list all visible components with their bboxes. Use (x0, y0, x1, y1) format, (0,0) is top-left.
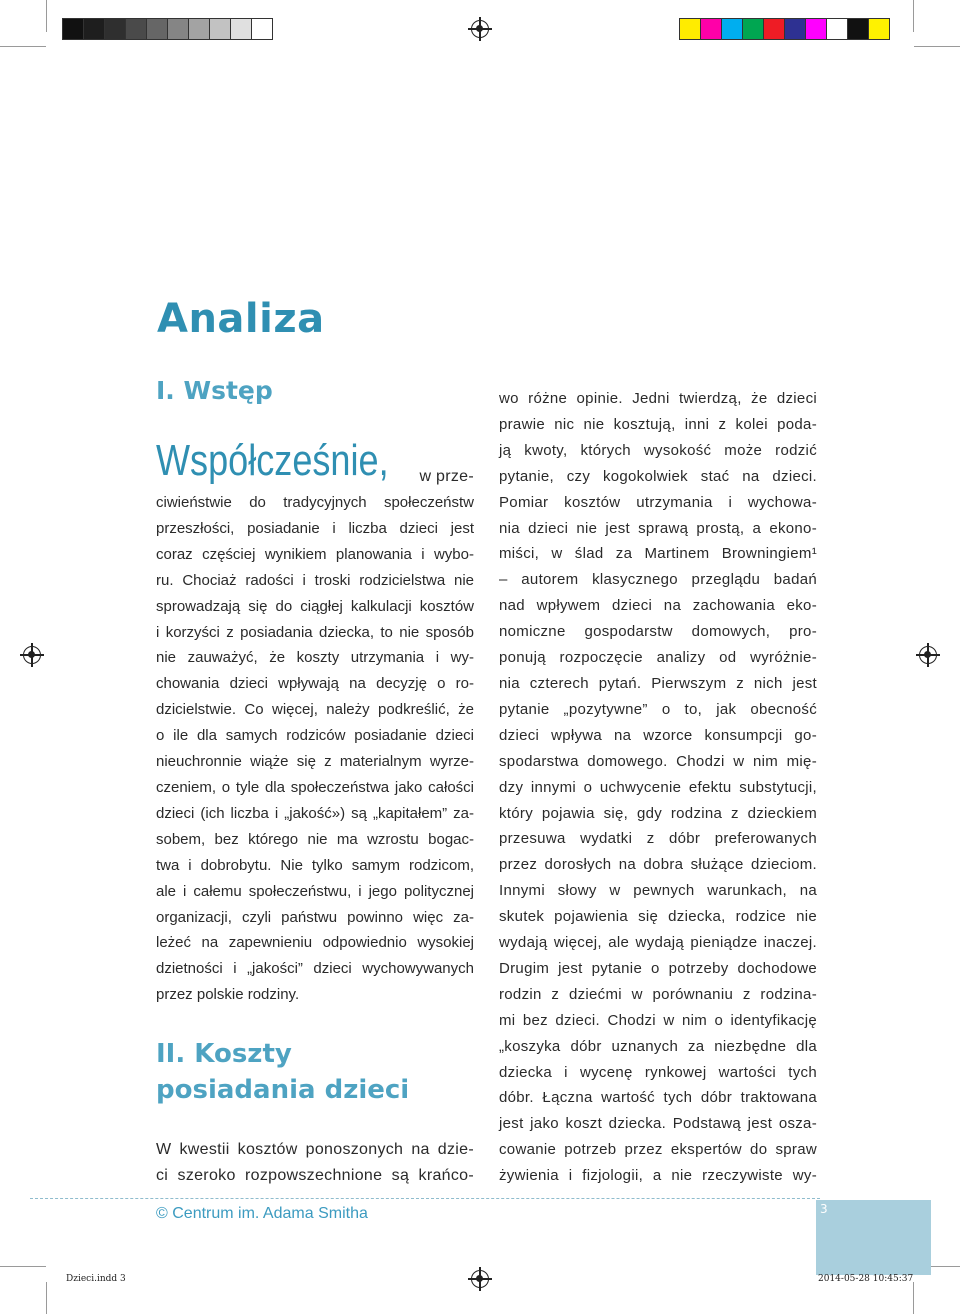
color-swatch (146, 18, 168, 40)
crop-mark (914, 46, 960, 47)
text-line: nia dzieci nie jest sprawą prostą, a ekono- (499, 519, 817, 537)
crop-mark (0, 46, 46, 47)
text-line: sprowadzają się do ciągłej kalkulacji kosztów (156, 597, 474, 615)
color-swatch (805, 18, 827, 40)
text-line: rodzin z dziećmi w porównaniu z rodzina- (499, 985, 817, 1003)
text-line: chowania dzieci wpływają na decyzję o ro- (156, 675, 474, 693)
color-swatch (209, 18, 231, 40)
slug-filename: Dzieci.indd 3 (66, 1274, 126, 1284)
registration-mark-icon (23, 646, 41, 664)
color-swatch (188, 18, 210, 40)
crop-mark (0, 1266, 46, 1267)
text-line: przez dorosłych na dobra służące dzieciom. (499, 856, 817, 874)
dropword: Współcześnie, (156, 436, 389, 485)
text-line: twa i dobrobytu. Nie tylko samym rodzicom, (156, 856, 474, 874)
color-swatch (167, 18, 189, 40)
color-swatch (784, 18, 806, 40)
text-line: cowanie potrzeb przez ekspertów do spraw (499, 1141, 817, 1159)
text-line: wo różne opinie. Jedni twierdzą, że dzieci (499, 390, 817, 407)
color-swatch (83, 18, 105, 40)
text-line: przez polskie rodziny. (156, 986, 300, 1004)
text-line: przesuwa wydatki z dóbr preferowanych (499, 830, 817, 848)
crop-mark (46, 0, 47, 32)
text-line: W kwestii kosztów ponoszonych na dzie- (156, 1141, 474, 1158)
color-swatch (104, 18, 126, 40)
text-line: spodarstwa domowego. Chodzi w nim mię- (499, 752, 817, 770)
text-line: ciwieństwie do tradycyjnych społeczeństw (156, 494, 474, 511)
page-title: Analiza (157, 296, 325, 342)
text-line: jest jako koszt dziecka. Podstawą jest osza- (499, 1115, 817, 1133)
color-swatch (868, 18, 890, 40)
page-number: 3 (820, 1202, 828, 1216)
text-line: żywienia i fizjologii, a nie rzeczywiste wy- (499, 1167, 817, 1185)
text-line: przeszłości, posiadanie i liczba dzieci jest (156, 519, 474, 537)
text-line: o ile dla samych rodziców posiadanie dzieci (156, 727, 474, 745)
page-number-box (816, 1200, 931, 1275)
registration-mark-icon (471, 1270, 489, 1288)
text-line: nia czterech pytań. Pierwszym z nich jest (499, 674, 817, 692)
registration-mark-icon (471, 20, 489, 38)
text-line: ci szeroko rozpowszechnione są krańco- (156, 1167, 474, 1184)
text-line: mi bez dzieci. Chodzi w nim o identyfikację (499, 1011, 817, 1029)
text-line: ponują rozpoczęcie analizy od wyróżnie- (499, 649, 817, 667)
text-line: sobem, bez którego nie ma wzrostu bogac- (156, 830, 474, 848)
text-line: Innymi słowy w pewnych warunkach, na (499, 882, 817, 900)
text-line: nie zauważyć, że koszty utrzymania i wy- (156, 649, 474, 667)
text-line: pytanie „pozytywne” o to, jak obecność (499, 700, 817, 718)
text-line: prawie nic nie kosztują, inni z kolei poda- (499, 415, 817, 433)
section-heading-costs-line2: posiadania dzieci (156, 1075, 410, 1105)
text-line: Pomiar kosztów utrzymania i wychowa- (499, 493, 817, 511)
color-swatch (251, 18, 273, 40)
footer-copyright: © Centrum im. Adama Smitha (156, 1205, 368, 1222)
color-swatch (721, 18, 743, 40)
color-swatch (826, 18, 848, 40)
color-swatch (679, 18, 701, 40)
text-line: ale i całemu społeczeństwu, i jego politycznej (156, 882, 474, 900)
text-line: dzieci (ich liczba i „jakość») są „kapitałem” za- (156, 804, 474, 822)
color-swatch (763, 18, 785, 40)
text-line: coraz częściej wynikiem planowania i wybo- (156, 545, 474, 563)
text-line: dzy innymi o uchwycenie efektu substytucji, (499, 778, 817, 796)
color-swatch (62, 18, 84, 40)
crop-mark (913, 1282, 914, 1314)
text-line: organizacji, czyli państwu powinno więc za- (156, 908, 474, 926)
section-heading-costs (156, 1036, 409, 1108)
lead-rest: w prze- (419, 468, 474, 485)
section-heading-costs-line1: II. Koszty (156, 1039, 292, 1069)
registration-mark-icon (919, 646, 937, 664)
color-swatch (125, 18, 147, 40)
text-line: dziecka i wycenę rynkowej wartości tych (499, 1063, 817, 1081)
footer-divider (30, 1198, 820, 1199)
text-line: nomiczne gospodarstw domowych, pro- (499, 623, 817, 641)
intro-body-text (156, 490, 474, 1008)
section-heading-intro: I. Wstęp (156, 376, 273, 405)
text-line: i korzyści z posiadania dziecka, to nie sposób (156, 623, 474, 641)
slug-timestamp: 2014-05-28 10:45:37 (818, 1274, 914, 1284)
text-line: nad wpływem dzieci na zachowania eko- (499, 597, 817, 615)
text-line: dzietności i „jakości” dzieci wychowywanych (156, 960, 474, 978)
text-line: „koszyka dóbr uznanych za niezbędne dla (499, 1037, 817, 1055)
color-swatch (847, 18, 869, 40)
text-line: Drugim jest pytanie o potrzeby dochodowe (499, 959, 817, 977)
right-column-text (499, 386, 817, 1189)
text-line: ją kwoty, których wysokość może rodzić (499, 441, 817, 459)
lead-line (156, 436, 474, 492)
text-line: skutek pojawienia się dziecka, rodzice nie (499, 908, 817, 926)
text-line: wydają więcej, ale wydają pieniądze inaczej. (499, 934, 817, 952)
text-line: – autorem klasycznego przeglądu badań (499, 571, 817, 589)
text-line: który pojawia się, gdy rodzina z dzieckiem (499, 804, 817, 822)
text-line: dzieci wpływa na wzorce konsumpcji go- (499, 726, 817, 744)
text-line: ru. Chociaż radości i troski rodzicielstwa nie (156, 571, 474, 589)
text-line: leżeć na zapewnieniu odpowiednio wysokiej (156, 934, 474, 952)
text-line: nieuchronnie wiąże się z materialnym wyrze- (156, 753, 474, 771)
process-color-bar (679, 18, 889, 40)
text-line: miści, w ślad za Martinem Browningiem¹ (499, 545, 817, 563)
color-swatch (230, 18, 252, 40)
text-line: czeniem, o tyle dla społeczeństwa jako całości (156, 778, 474, 796)
crop-mark (913, 0, 914, 32)
grayscale-color-bar (62, 18, 272, 40)
color-swatch (700, 18, 722, 40)
text-line: pytanie, czy kogokolwiek stać na dzieci. (499, 467, 817, 485)
text-line: dzicielstwie. Co więcej, należy podkreślić, że (156, 701, 474, 719)
crop-mark (46, 1282, 47, 1314)
costs-body-text (156, 1137, 474, 1189)
text-line: dóbr. Łączna wartość tych dóbr traktowana (499, 1089, 817, 1107)
color-swatch (742, 18, 764, 40)
